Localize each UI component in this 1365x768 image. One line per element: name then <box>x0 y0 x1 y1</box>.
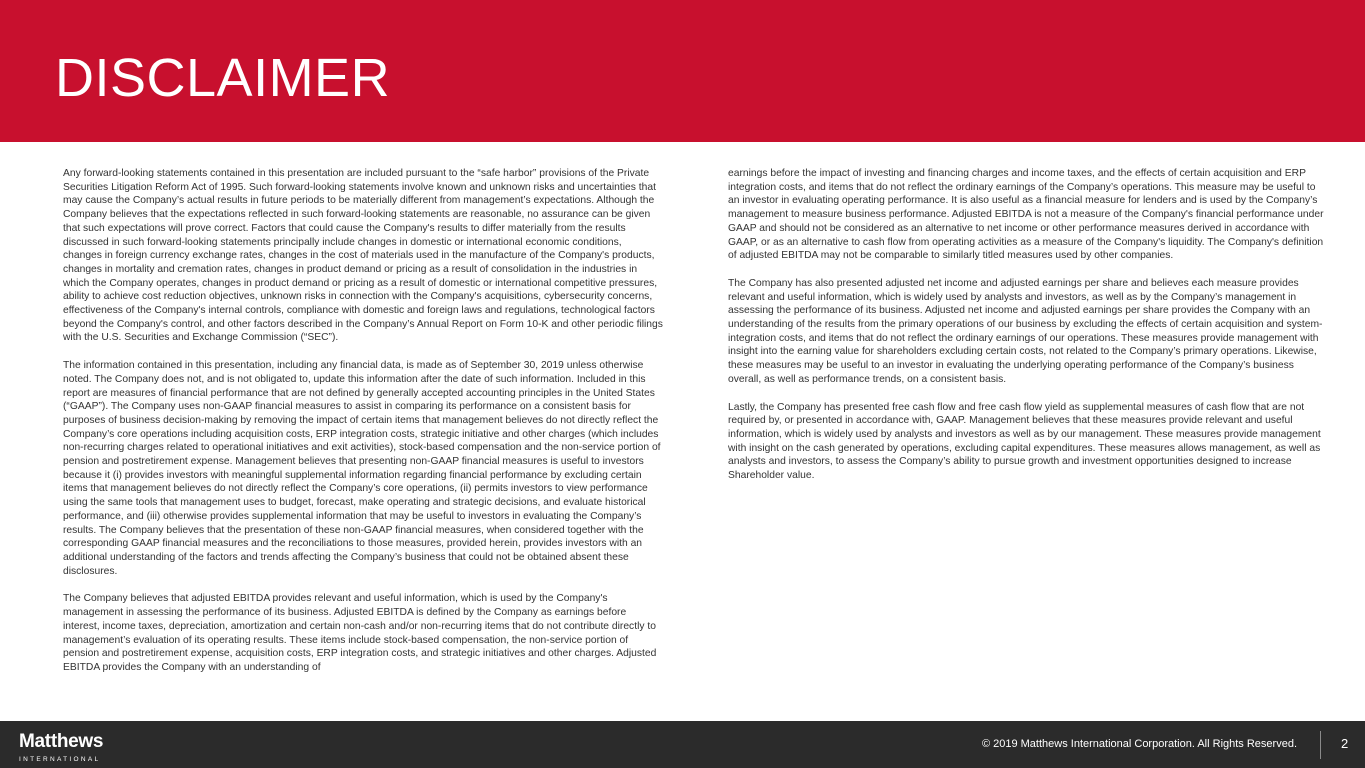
adjusted-net-income-paragraph: The Company has also presented adjusted net income and adjusted earnings per share and believes each measure provides relevant and useful information, which is widely used by analysts and investors, as well as by the Company’s management in assessing the performance of its business. Adjusted net income and adjusted earnings per share provides the Company with an understanding of the results from the primary operations of our business by excluding the effects of certain acquisition and system-integration costs, and items that do not reflect the ordinary earnings of our operations. These measures provide management with insight into the earning value for shareholders excluding certain costs, not related to the Company’s primary operations. Likewise, these measures may be useful to an investor in evaluating the underlying operating performance of the Company’s business overall, as well as performance trends, on a consistent basis. <box>728 277 1323 385</box>
right-column <box>728 167 1328 497</box>
logo-wordmark: Matthews <box>19 731 104 752</box>
footer-divider <box>1320 731 1321 759</box>
ebitda-continued-paragraph: earnings before the impact of investing and financing charges and income taxes, and the effects of certain acquisition and ERP integration costs, and items that do not reflect the ordinary earnings of the Company’s operations. This measure may be useful to an investor in evaluating operating performance. It is also useful as a financial measure for lenders and is used by the Company’s management to measure business performance. Adjusted EBITDA is not a measure of the Company's financial performance under GAAP and should not be considered as an alternative to net income or other performance measures derived in accordance with GAAP, or as an alternative to cash flow from operating activities as a measure of the Company's liquidity. The Company's definition of adjusted EBITDA may not be comparable to similarly titled measures used by other companies. <box>728 168 1324 262</box>
forward-looking-paragraph: Any forward-looking statements contained in this presentation are included pursuant to the “safe harbor” provisions of the Private Securities Litigation Reform Act of 1995. Such forward-looking statements involve known and unknown risks and uncertainties that may cause the Company’s actual results in future periods to be materially different from management’s expectations. Although the Company believes that the expectations reflected in such forward-looking statements are reasonable, no assurance can be given that such expectations will prove correct. Factors that could cause the Company's results to differ materially from the results discussed in such forward-looking statements principally include changes in domestic or international economic conditions, changes in foreign currency exchange rates, changes in the cost of materials used in the manufacture of the Company's products, changes in mortality and cremation rates, changes in product demand or pricing as a result of consolidation in the industries in which the Company operates, changes in product demand or pricing as a result of domestic or international competitive pressures, ability to achieve cost reduction objectives, unknown risks in connection with the Company's acquisitions, cybersecurity concerns, effectiveness of the Company's internal controls, compliance with domestic and foreign laws and regulations, technological factors beyond the Company's control, and other factors described in the Company’s Annual Report on Form 10-K and other periodic filings with the U.S. Securities and Exchange Commission (“SEC”). <box>63 168 663 344</box>
non-gaap-paragraph: The information contained in this presentation, including any financial data, is made as of September 30, 2019 unless otherwise noted. The Company does not, and is not obligated to, update this information after the date of such information. Included in this report are measures of financial performance that are not defined by generally accepted accounting principles in the United States (“GAAP”). The Company uses non-GAAP financial measures to assist in comparing its performance on a consistent basis for purposes of business decision-making by removing the impact of certain items that management believes do not directly reflect the Company’s core operations including acquisition costs, ERP integration costs, strategic initiative and other charges (which includes non-recurring charges related to operational initiatives and exit activities), stock-based compensation and the non-service portion of pension and postretirement expense. Management believes that presenting non-GAAP financial measures is useful to investors because it (i) provides investors with meaningful supplemental information regarding financial performance by excluding certain items that management believes do not directly reflect the Company’s core operations, (ii) permits investors to view performance using the same tools that management uses to budget, forecast, make operating and strategic decisions, and evaluate historical performance, and (iii) otherwise provides supplemental information that may be useful to investors in evaluating the Company’s results. The Company believes that the presentation of these non-GAAP financial measures, when considered together with the corresponding GAAP financial measures and the reconciliations to those measures, provided herein, provides investors with an additional understanding of the factors and trends affecting the Company’s business that could not be obtained absent these disclosures. <box>63 360 661 577</box>
adjusted-ebitda-paragraph: The Company believes that adjusted EBITDA provides relevant and useful information, which is used by the Company's management in assessing the performance of its business. Adjusted EBITDA is defined by the Company as earnings before interest, income taxes, depreciation, amortization and certain non-cash and/or non-recurring items that do not contribute directly to management’s evaluation of its operating results. These items include stock-based compensation, the non-service portion of pension and postretirement expense, acquisition costs, ERP integration costs, and strategic initiatives and other charges. Adjusted EBITDA provides the Company with an understanding of <box>63 593 657 673</box>
page-number: 2 <box>1341 736 1349 751</box>
page-title: DISCLAIMER <box>55 48 391 108</box>
footer-bar <box>0 721 1365 768</box>
title-banner <box>0 0 1365 142</box>
logo-subtitle: INTERNATIONAL <box>19 756 101 763</box>
copyright-text: © 2019 Matthews International Corporation. All Rights Reserved. <box>981 738 1297 750</box>
free-cash-flow-paragraph: Lastly, the Company has presented free cash flow and free cash flow yield as supplemental measures of cash flow that are not required by, or presented in accordance with, GAAP. Management believes that these measures provide relevant and useful information, which is widely used by analysts and investors as well as by our management. These measures provide management with insight on the cash generated by operations, excluding capital expenditures. These measures allows management, as well as analysts and investors, to assess the Company’s ability to pursue growth and investment opportunities designed to increase Shareholder value. <box>728 401 1321 482</box>
left-column <box>63 167 663 689</box>
matthews-logo <box>19 731 103 764</box>
